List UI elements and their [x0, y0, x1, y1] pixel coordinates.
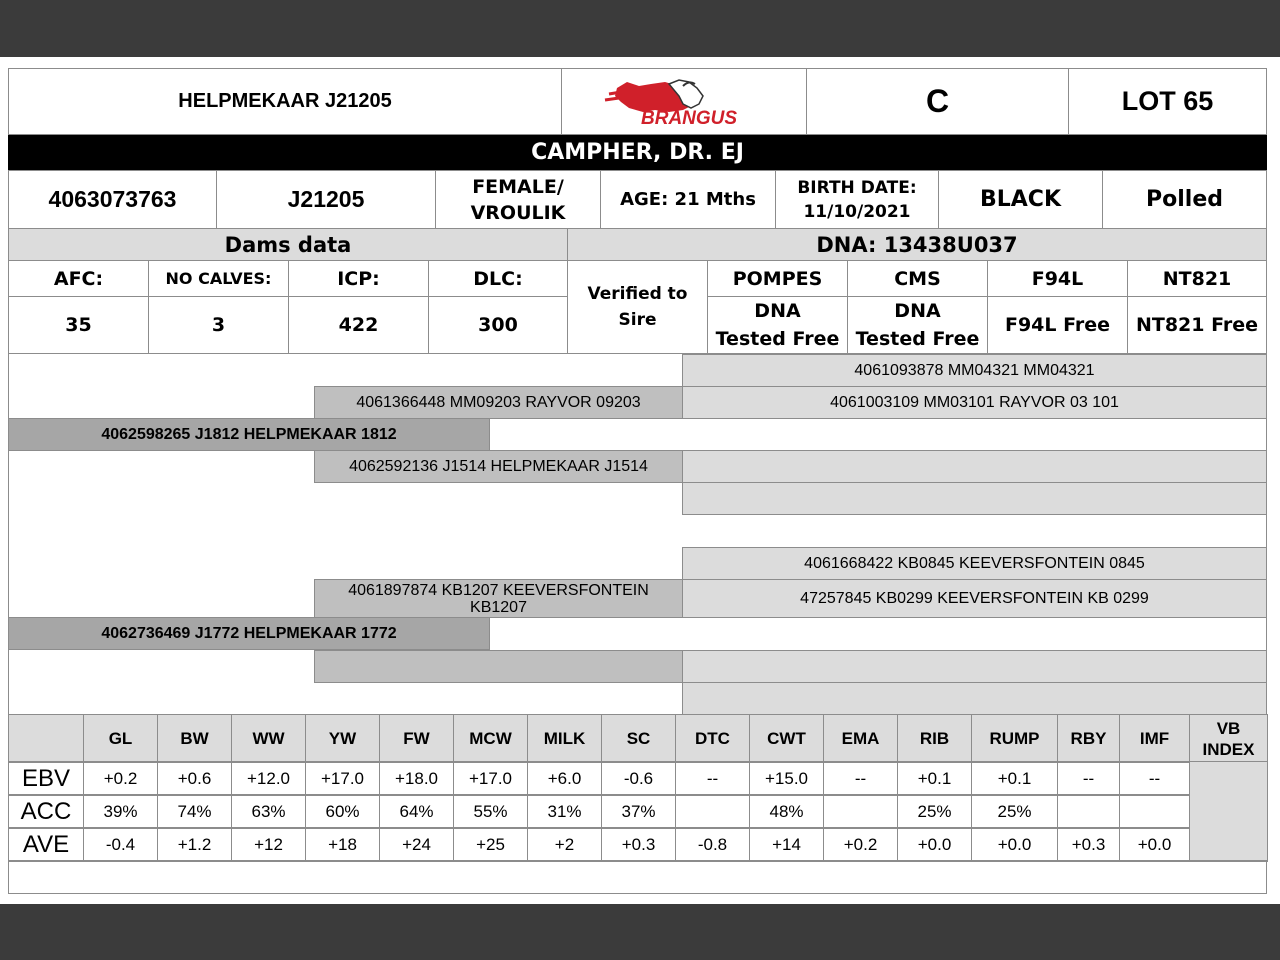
- dna-test-pompes-name: POMPES: [707, 260, 848, 297]
- ebv-cell: [675, 794, 750, 829]
- vb-line2: INDEX: [1202, 739, 1255, 759]
- ebv-cell: -0.6: [601, 761, 676, 796]
- dna-test-nt821-result: NT821 Free: [1127, 296, 1267, 354]
- ebv-header-fw: FW: [379, 714, 454, 763]
- dam-sire-line2: KB1207: [470, 598, 527, 616]
- birth-date: [775, 170, 939, 229]
- ebv-cell: +0.3: [601, 827, 676, 862]
- colour: BLACK: [938, 170, 1103, 229]
- ebv-cell: --: [823, 761, 898, 796]
- ebv-cell: +12.0: [231, 761, 306, 796]
- birth-date-label: BIRTH DATE:: [797, 177, 917, 198]
- dams-header-dlc: DLC:: [428, 260, 568, 297]
- ebv-header-yw: YW: [305, 714, 380, 763]
- ebv-cell: --: [1119, 761, 1190, 796]
- dna-test-f94l-name: F94L: [987, 260, 1128, 297]
- ebv-cell: 25%: [971, 794, 1058, 829]
- pedigree-sire-dam: 4062592136 J1514 HELPMEKAAR J1514: [314, 450, 683, 483]
- ebv-cell: +25: [453, 827, 528, 862]
- ebv-cell: -0.8: [675, 827, 750, 862]
- ebv-cell: 63%: [231, 794, 306, 829]
- verified-line2: Sire: [618, 310, 657, 330]
- vb-line1: VB: [1216, 718, 1241, 738]
- ebv-header-sc: SC: [601, 714, 676, 763]
- ebv-header-bw: BW: [157, 714, 232, 763]
- pedigree-sire-dam-sire: [682, 450, 1267, 483]
- ebv-cell: 39%: [83, 794, 158, 829]
- birth-date-value: 11/10/2021: [803, 201, 911, 222]
- ebv-row-label-ebv: EBV: [8, 761, 84, 796]
- pedigree-dam-dam-dam: [682, 682, 1267, 715]
- ebv-header-rib: RIB: [897, 714, 972, 763]
- ebv-cell: +24: [379, 827, 454, 862]
- ebv-cell: 74%: [157, 794, 232, 829]
- ebv-header-rby: RBY: [1057, 714, 1120, 763]
- ebv-cell: +14: [749, 827, 824, 862]
- ebv-cell: +18: [305, 827, 380, 862]
- pedigree-dam-dam: [314, 650, 683, 683]
- ebv-cell: +15.0: [749, 761, 824, 796]
- lot-number: LOT 65: [1068, 68, 1267, 135]
- ebv-header-dtc: DTC: [675, 714, 750, 763]
- bull-logo-icon: [599, 74, 769, 130]
- sex: [435, 170, 601, 229]
- ebv-cell: --: [675, 761, 750, 796]
- dams-value-icp: 422: [288, 296, 429, 354]
- ebv-cell: +0.0: [897, 827, 972, 862]
- ebv-cell: [1119, 794, 1190, 829]
- ebv-cell: 31%: [527, 794, 602, 829]
- ebv-header-rump: RUMP: [971, 714, 1058, 763]
- sex-line2: VROULIK: [470, 201, 566, 224]
- ebv-cell: 25%: [897, 794, 972, 829]
- dams-header-icp: ICP:: [288, 260, 429, 297]
- ebv-cell: +2: [527, 827, 602, 862]
- ebv-header-milk: MILK: [527, 714, 602, 763]
- pedigree-sire: 4062598265 J1812 HELPMEKAAR 1812: [8, 418, 490, 451]
- bottom-band: [0, 904, 1280, 960]
- ebv-cell: 60%: [305, 794, 380, 829]
- sex-line1: FEMALE/: [472, 175, 564, 198]
- ebv-cell: -0.4: [83, 827, 158, 862]
- ebv-footer-row: [8, 860, 1267, 894]
- ebv-cell: [1057, 794, 1120, 829]
- ebv-header-cwt: CWT: [749, 714, 824, 763]
- svg-text:BRANGUS: BRANGUS: [641, 107, 738, 129]
- ebv-header-ema: EMA: [823, 714, 898, 763]
- cms-line1: DNA: [894, 300, 941, 322]
- verified-line1: Verified to: [587, 284, 688, 304]
- dna-test-cms-name: CMS: [847, 260, 988, 297]
- age: AGE: 21 Mths: [600, 170, 776, 229]
- ebv-header-imf: IMF: [1119, 714, 1190, 763]
- dam-sire-line1: 4061897874 KB1207 KEEVERSFONTEIN: [348, 581, 649, 599]
- ebv-cell: +0.6: [157, 761, 232, 796]
- dams-value-afc: 35: [8, 296, 149, 354]
- ebv-header-vb-index: [1189, 714, 1268, 763]
- ebv-cell: +0.0: [1119, 827, 1190, 862]
- ebv-cell: +0.2: [83, 761, 158, 796]
- horn-status: Polled: [1102, 170, 1267, 229]
- cms-line2: Tested Free: [855, 328, 980, 350]
- ebv-header-mcw: MCW: [453, 714, 528, 763]
- ebv-cell: --: [1057, 761, 1120, 796]
- ebv-cell: +0.1: [897, 761, 972, 796]
- ebv-cell: +6.0: [527, 761, 602, 796]
- ebv-header-corner: [8, 714, 84, 763]
- pedigree-sire-dam-dam: [682, 482, 1267, 515]
- brangus-logo: [561, 68, 807, 135]
- ebv-cell: +12: [231, 827, 306, 862]
- pedigree-dam-sire: [314, 579, 683, 618]
- pedigree-sire-sire: 4061366448 MM09203 RAYVOR 09203: [314, 386, 683, 419]
- pedigree-dam-dam-sire: [682, 650, 1267, 683]
- dna-test-nt821-name: NT821: [1127, 260, 1267, 297]
- ebv-cell: +1.2: [157, 827, 232, 862]
- ebv-cell: +0.0: [971, 827, 1058, 862]
- ebv-cell: [823, 794, 898, 829]
- dams-header-calves: NO CALVES:: [148, 260, 289, 297]
- dna-test-f94l-result: F94L Free: [987, 296, 1128, 354]
- tag-number: J21205: [216, 170, 436, 229]
- top-band: [0, 0, 1280, 57]
- dams-value-dlc: 300: [428, 296, 568, 354]
- animal-name: HELPMEKAAR J21205: [8, 68, 562, 135]
- dna-test-pompes-result: [707, 296, 848, 354]
- owner-name: CAMPHER, DR. EJ: [8, 135, 1267, 170]
- ebv-cell: +0.1: [971, 761, 1058, 796]
- dna-title: DNA: 13438U037: [567, 228, 1267, 261]
- ebv-cell: +0.3: [1057, 827, 1120, 862]
- ebv-cell: 48%: [749, 794, 824, 829]
- ebv-header-ww: WW: [231, 714, 306, 763]
- dams-data-title: Dams data: [8, 228, 568, 261]
- grade: C: [806, 68, 1069, 135]
- verified-to-sire: [567, 260, 708, 354]
- registration-number: 4063073763: [8, 170, 217, 229]
- ebv-cell: 37%: [601, 794, 676, 829]
- ebv-row-label-ave: AVE: [8, 827, 84, 862]
- ebv-cell: +0.2: [823, 827, 898, 862]
- ebv-cell: 64%: [379, 794, 454, 829]
- pedigree-sire-sire-sire: 4061093878 MM04321 MM04321: [682, 354, 1267, 387]
- ebv-row-label-acc: ACC: [8, 794, 84, 829]
- dna-test-cms-result: [847, 296, 988, 354]
- dams-header-afc: AFC:: [8, 260, 149, 297]
- ebv-cell: 55%: [453, 794, 528, 829]
- ebv-vb-index-value: [1189, 761, 1268, 862]
- pedigree-sire-sire-dam: 4061003109 MM03101 RAYVOR 03 101: [682, 386, 1267, 419]
- pedigree-dam: 4062736469 J1772 HELPMEKAAR 1772: [8, 617, 490, 650]
- pedigree-dam-sire-sire: 4061668422 KB0845 KEEVERSFONTEIN 0845: [682, 547, 1267, 580]
- dams-value-calves: 3: [148, 296, 289, 354]
- ebv-cell: +18.0: [379, 761, 454, 796]
- pompes-line2: Tested Free: [715, 328, 840, 350]
- ebv-cell: +17.0: [453, 761, 528, 796]
- pompes-line1: DNA: [754, 300, 801, 322]
- pedigree-dam-sire-dam: 47257845 KB0299 KEEVERSFONTEIN KB 0299: [682, 579, 1267, 618]
- ebv-header-gl: GL: [83, 714, 158, 763]
- ebv-cell: +17.0: [305, 761, 380, 796]
